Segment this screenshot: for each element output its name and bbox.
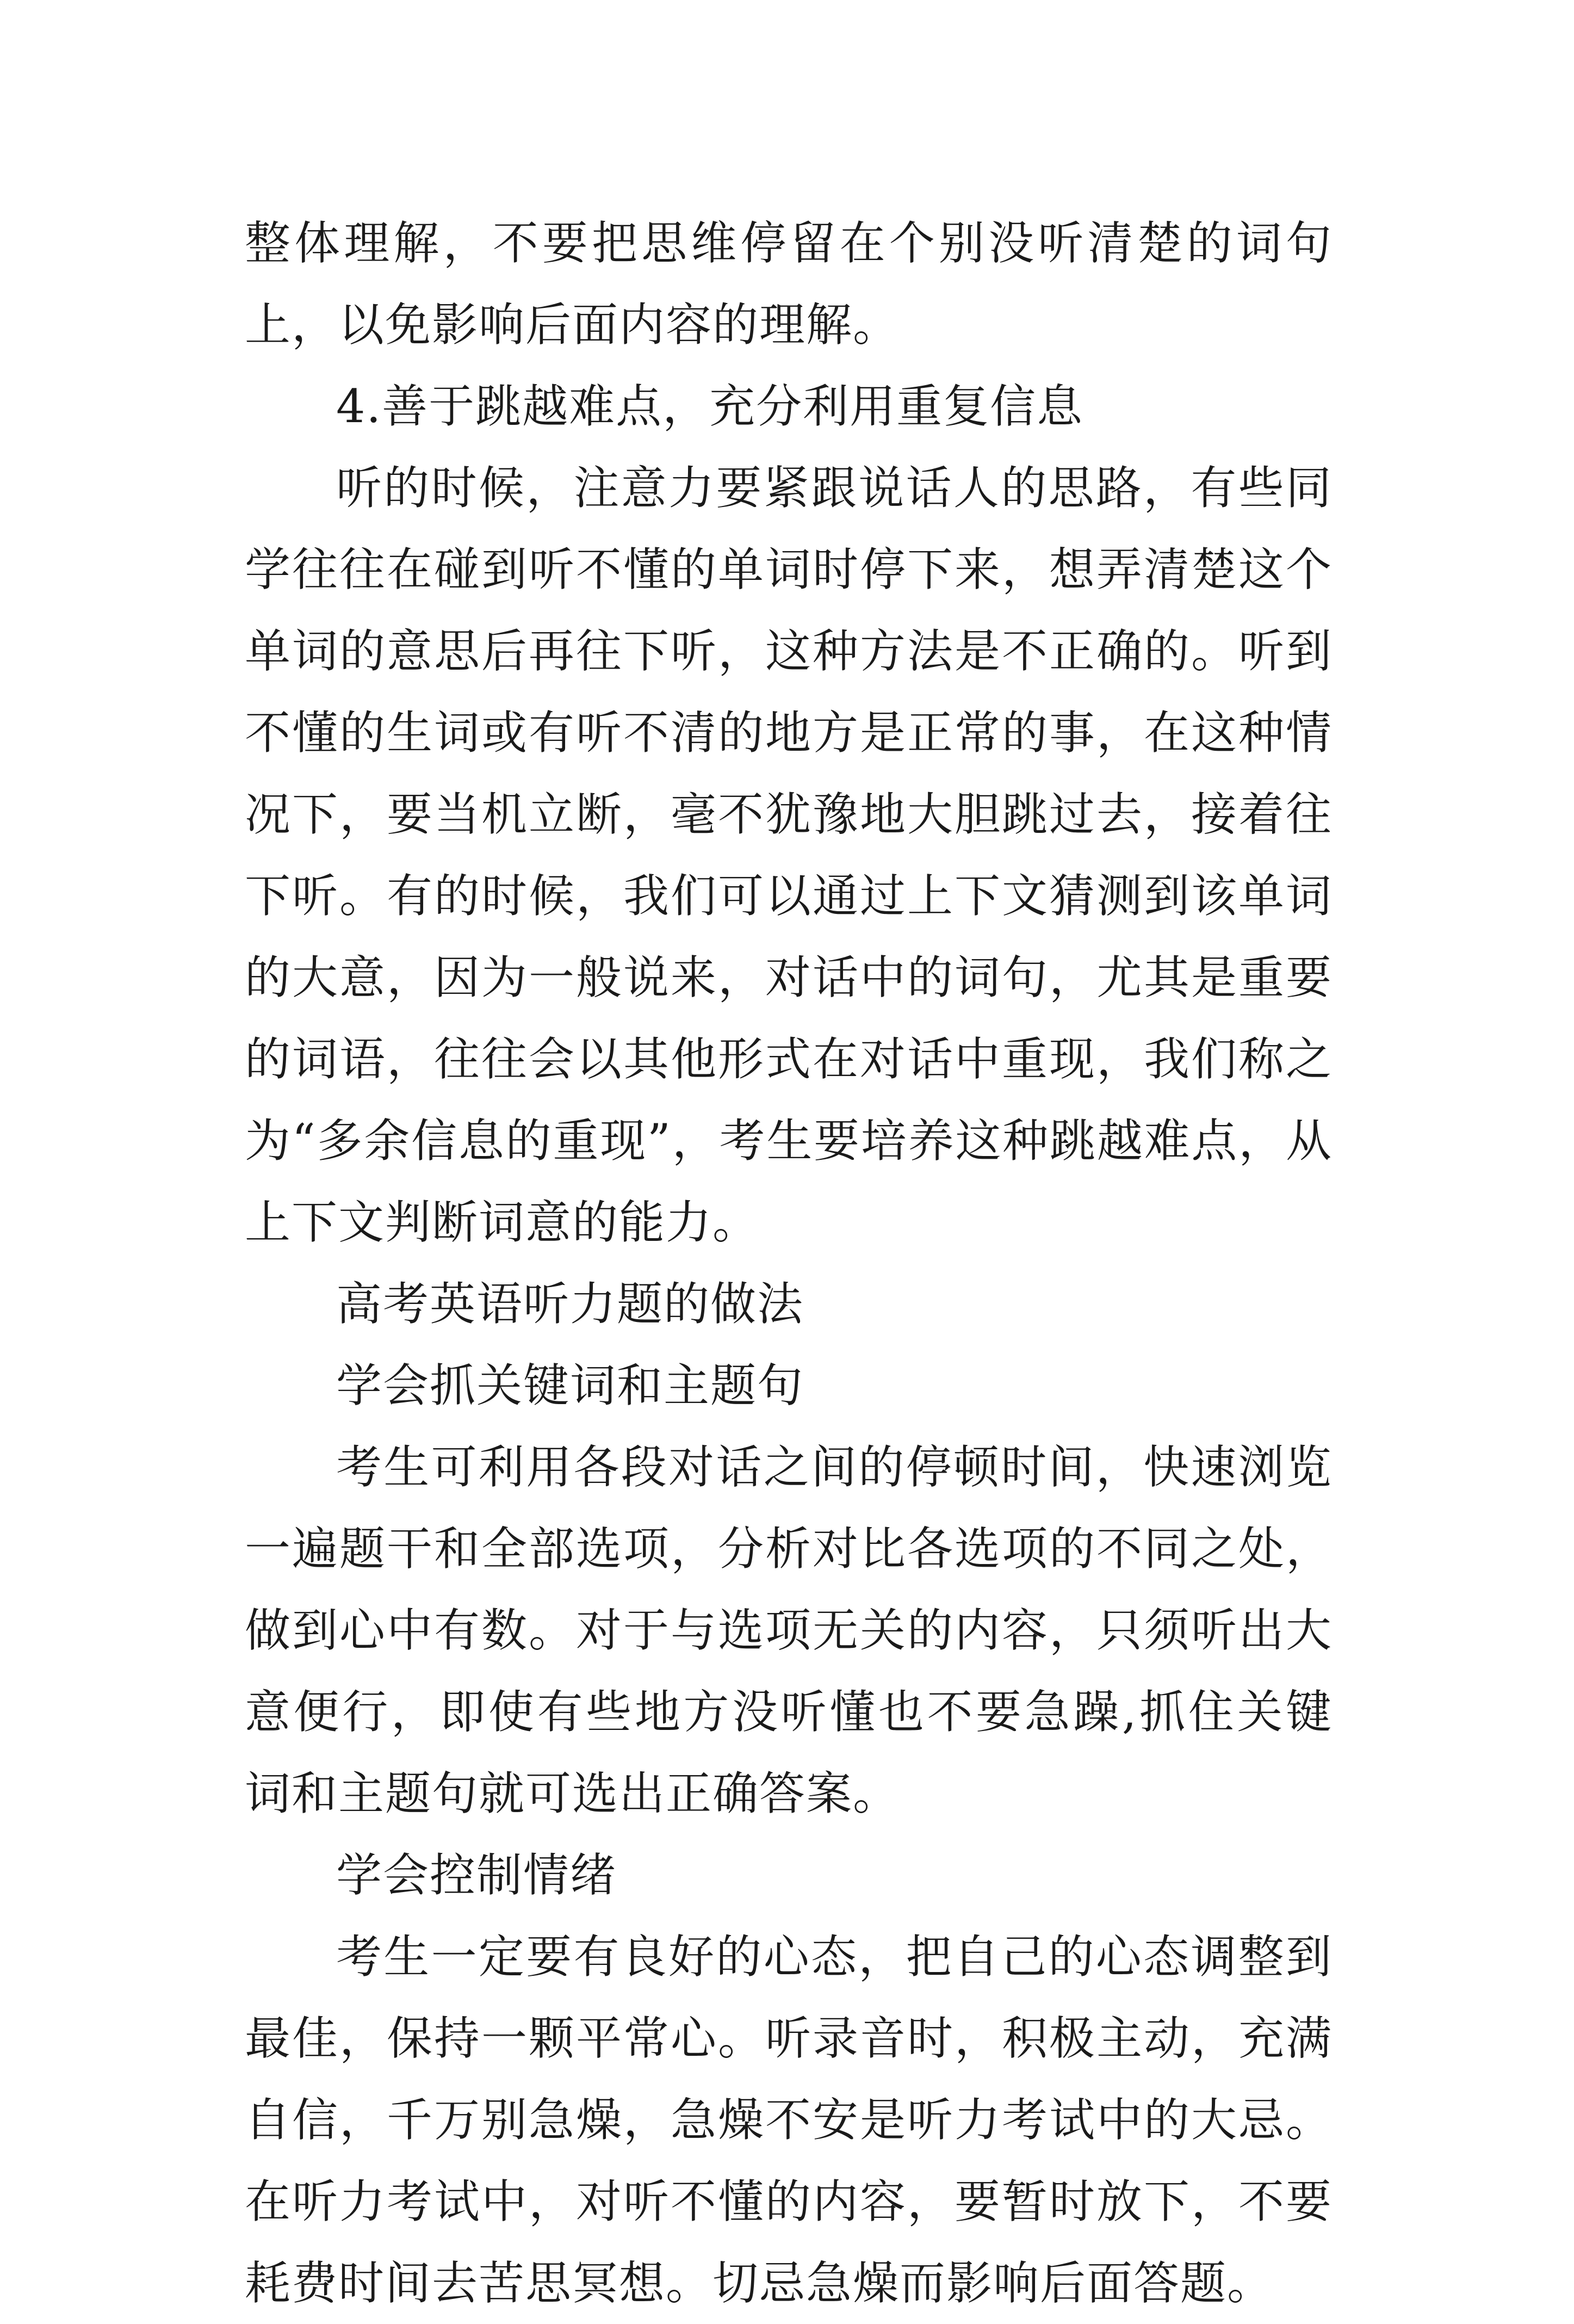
paragraph-continuation: 整体理解，不要把思维停留在个别没听清楚的词句上，以免影响后面内容的理解。	[245, 217, 1333, 351]
paragraph-emotions: 考生一定要有良好的心态，把自己的心态调整到最佳，保持一颗平常心。听录音时，积极主动，充满自信，千万别急燥，急燥不安是听力考试中的大忌。在听力考试中，对听不懂的内容，要暂时放下，不要耗费时间去苦思冥想。切忌急燥而影响后面答题。	[245, 1930, 1333, 2310]
section-heading-skip-difficulties: 4.善于跳越难点，充分利用重复信息	[336, 380, 1084, 433]
paragraph-keywords: 考生可利用各段对话之间的停顿时间，快速浏览一遍题干和全部选项，分析对比各选项的不同之处，做到心中有数。对于与选项无关的内容，只须听出大意便行，即使有些地方没听懂也不要急躁,抓住关键词和主题句就可选出正确答案。	[245, 1441, 1333, 1820]
paragraph-skip-difficulties: 听的时候，注意力要紧跟说话人的思路，有些同学往往在碰到听不懂的单词时停下来，想弄清楚这个单词的意思后再往下听，这种方法是不正确的。听到不懂的生词或有听不清的地方是正常的事，在这种情况下，要当机立断，毫不犹豫地大胆跳过去，接着往下听。有的时候，我们可以通过上下文猜测到该单词的大意，因为一般说来，对话中的词句，尤其是重要的词语，往往会以其他形式在对话中重现，我们称之为“多余信息的重现”，考生要培养这种跳越难点，从上下文判断词意的能力。	[245, 461, 1333, 1249]
section-heading-keywords: 学会抓关键词和主题句	[336, 1359, 804, 1412]
document-body	[245, 202, 1333, 2324]
section-heading-listening-methods: 高考英语听力题的做法	[336, 1277, 804, 1331]
section-heading-emotions: 学会控制情绪	[336, 1849, 617, 1902]
